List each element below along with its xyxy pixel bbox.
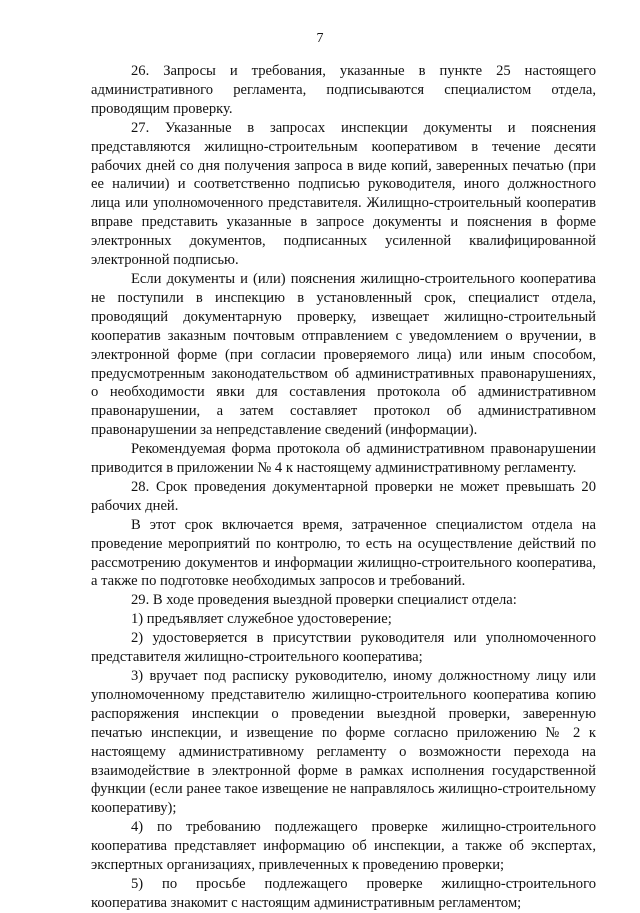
paragraph-27-missing-documents: Если документы и (или) пояснения жилищно-строительного кооператива не поступили в инспекцию в установленный срок, специалист отдела, проводящий документарную проверку, извещает жилищно-строительный кооператив заказным почтовым отправлением с уведомлением о вручении, в электронной форме (при согласии проверяемого лица) или иным способом, предусмотренным законодательством об административных правонарушениях, о необходимости явки для составления протокола об административном правонарушении, а затем составляет протокол об административном правонарушении за непредставление сведений (информации). — [91, 270, 596, 439]
paragraph-27-protocol-form: Рекомендуемая форма протокола об административном правонарушении приводится в приложении № 4 к настоящему административному регламенту. — [91, 441, 596, 477]
list-item-5: 5) по просьбе подлежащего проверке жилищно-строительного кооператива знакомит с настоящим административным регламентом; — [91, 875, 596, 911]
list-item-2: 2) удостоверяется в присутствии руководителя или уполномоченного представителя жилищно-строительного кооператива; — [91, 630, 596, 666]
list-item-1: 1) предъявляет служебное удостоверение; — [131, 611, 392, 628]
paragraph-27: 27. Указанные в запросах инспекции документы и пояснения представляются жилищно-строительным кооперативом в течение десяти рабочих дней со дня получения запроса в виде копий, заверенных печатью (при ее наличии) и соответственно подписью руководителя, иного должностного лица или уполномоченного представителя. Жилищно-строительный кооператив вправе представить указанные в запросе документы и пояснения в форме электронных документов, подписанных усиленной квалифицированной электронной подписью. — [91, 119, 596, 269]
paragraph-26: 26. Запросы и требования, указанные в пункте 25 настоящего административного регламента, подписываются специалистом отдела, проводящим проверку. — [91, 63, 596, 117]
paragraph-28: 28. Срок проведения документарной проверки не может превышать 20 рабочих дней. — [91, 478, 596, 514]
list-item-4: 4) по требованию подлежащего проверке жилищно-строительного кооператива представляет информацию об инспекции, а также об экспертах, экспертных организациях, привлеченных к проведению проверки; — [91, 819, 596, 874]
paragraph-29: 29. В ходе проведения выездной проверки специалист отдела: — [131, 592, 517, 609]
paragraph-28-term: В этот срок включается время, затраченное специалистом отдела на проведение мероприятий по контролю, то есть на осуществление действий по рассмотрению документов и информации жилищно-строительного кооператива, а также по подготовке необходимых запросов и требований. — [91, 516, 596, 590]
page-number: 7 — [316, 31, 324, 46]
list-item-3: 3) вручает под расписку руководителю, иному должностному лицу или уполномоченному представителю жилищно-строительного кооператива копию распоряжения инспекции о проведении выездной проверки, заверенную печатью инспекции, и извещение по форме согласно приложению № 2 к настоящему административному регламенту о возможности перехода на взаимодействие в электронной форме в рамках исполнения государственной функции (если ранее такое извещение не направлялось жилищно-строительному кооперативу); — [91, 668, 596, 817]
document-body — [91, 62, 596, 913]
